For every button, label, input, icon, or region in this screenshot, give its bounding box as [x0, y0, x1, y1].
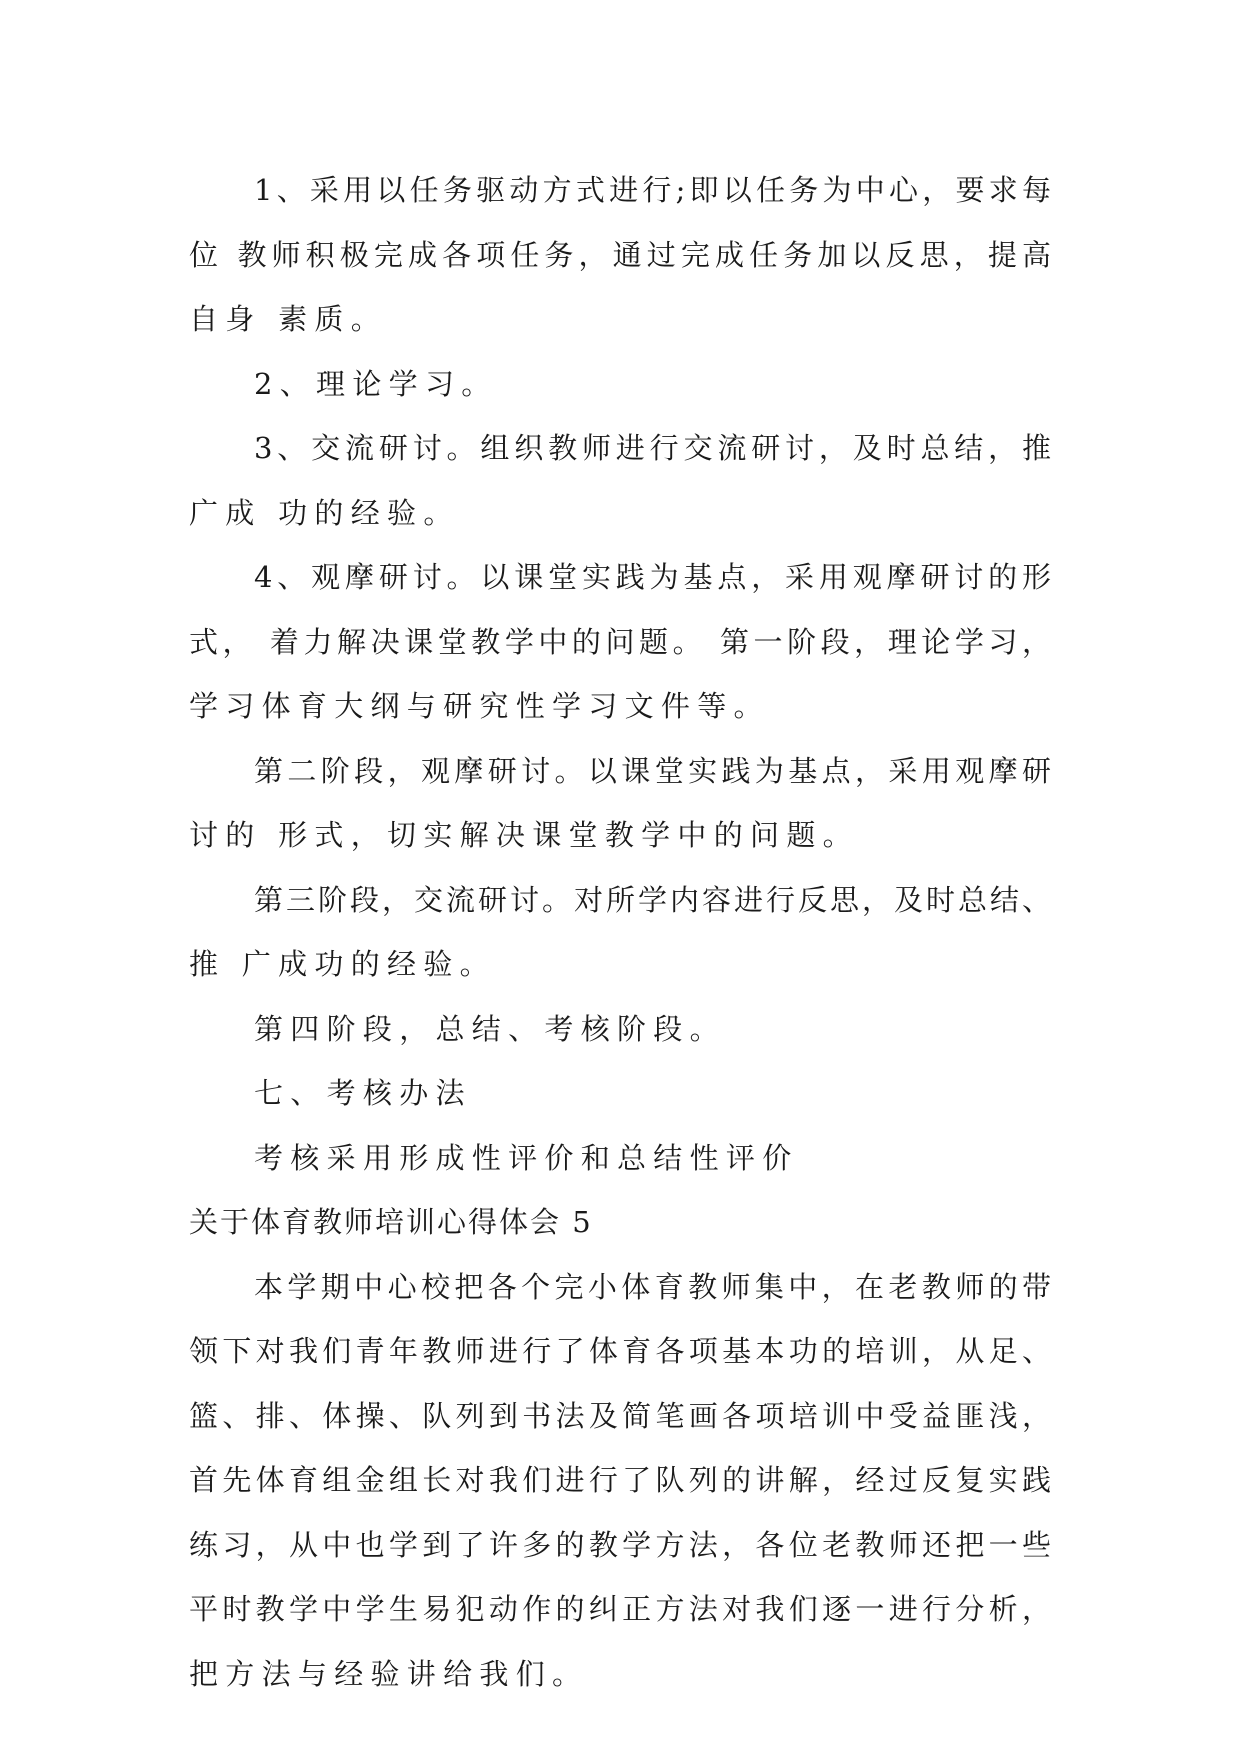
text-line: 本学期中心校把各个完小体育教师集中，在老教师的带	[254, 1269, 1051, 1304]
text-line: 练习，从中也学到了许多的教学方法，各位老教师还把一些	[189, 1527, 1051, 1562]
text-line: 讨的 形式，切实解决课堂教学中的问题。	[189, 818, 859, 852]
text-line: 第四阶段，总结、考核阶段。	[254, 1011, 726, 1046]
text-line: 广成 功的经验。	[189, 495, 460, 530]
text-line: 领下对我们青年教师进行了体育各项基本功的培训，从足、	[189, 1334, 1051, 1368]
text-line: 4、观摩研讨。以课堂实践为基点，采用观摩研讨的形	[254, 560, 1051, 594]
text-line: 1、采用以任务驱动方式进行;即以任务为中心，要求每	[254, 173, 1051, 207]
section-heading: 七、考核办法	[254, 1076, 472, 1110]
text-line: 篮、排、体操、队列到书法及简笔画各项培训中受益匪浅，	[189, 1398, 1051, 1433]
text-line: 把方法与经验讲给我们。	[189, 1656, 589, 1691]
text-line: 学习体育大纲与研究性学习文件等。	[189, 689, 770, 723]
text-line: 自身 素质。	[189, 302, 388, 336]
text-line: 2、理论学习。	[254, 366, 498, 401]
text-line: 平时教学中学生易犯动作的纠正方法对我们逐一进行分析，	[189, 1592, 1051, 1626]
article-title: 关于体育教师培训心得体会 5	[189, 1205, 593, 1239]
text-line: 3、交流研讨。组织教师进行交流研讨，及时总结，推	[254, 431, 1051, 465]
text-line: 考核采用形成性评价和总结性评价	[254, 1140, 799, 1175]
text-line: 推 广成功的经验。	[189, 947, 496, 981]
text-line: 第二阶段，观摩研讨。以课堂实践为基点，采用观摩研	[254, 753, 1051, 788]
text-line: 式， 着力解决课堂教学中的问题。 第一阶段，理论学习，	[189, 624, 1051, 659]
text-line: 位 教师积极完成各项任务，通过完成任务加以反思，提高	[189, 237, 1051, 272]
text-line: 第三阶段，交流研讨。对所学内容进行反思，及时总结、	[254, 882, 1051, 917]
document-body	[189, 158, 1051, 1706]
text-line: 首先体育组金组长对我们进行了队列的讲解，经过反复实践	[189, 1463, 1051, 1497]
